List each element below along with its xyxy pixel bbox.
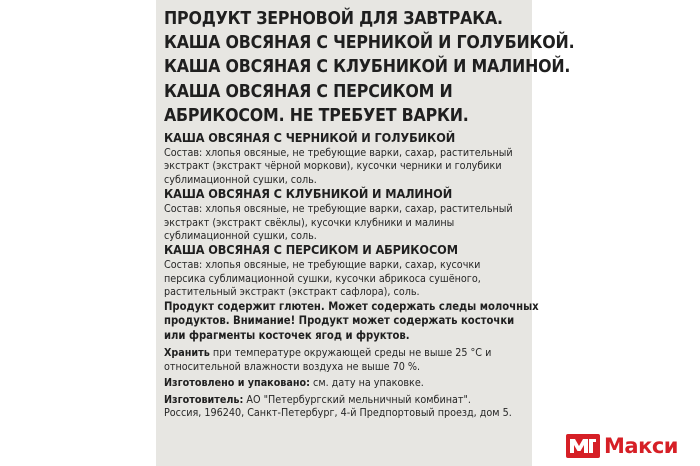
label-content	[164, 7, 575, 420]
product-label	[156, 0, 575, 466]
manufacturer-line	[164, 393, 528, 406]
storage-line	[164, 346, 528, 359]
ingredients-line: экстракт (экстракт свёклы), кусочки клубники и малины	[164, 215, 455, 229]
section-title-blueberry: КАША ОВСЯНАЯ С ЧЕРНИКОЙ И ГОЛУБИКОЙ	[164, 130, 456, 146]
section-ingredients-blueberry	[164, 146, 528, 186]
ingredients-line: персика сублимационной сушки, кусочки абрикоса сушёного,	[164, 271, 481, 285]
manufacturer-info	[164, 393, 528, 420]
allergen-warning	[164, 299, 539, 344]
manufacturer-name: АО "Петербургский мельничный комбинат".	[243, 392, 471, 406]
warning-line: или фрагменты косточек ягод и фруктов.	[164, 328, 410, 342]
ingredients-line: Состав: хлопья овсяные, не требующие варки, сахар, растительный	[164, 202, 513, 216]
ingredients-line: Состав: хлопья овсяные, не требующие варки, сахар, кусочки	[164, 258, 481, 272]
headline-line: ПРОДУКТ ЗЕРНОВОЙ ДЛЯ ЗАВТРАКА.	[164, 9, 503, 29]
manufacturer-address: Россия, 196240, Санкт-Петербург, 4-й Предпортовый проезд, дом 5.	[164, 406, 512, 420]
ingredients-line: сублимационной сушки, соль.	[164, 172, 317, 186]
maxi-logo	[566, 431, 696, 461]
made-label: Изготовлено и упаковано:	[164, 376, 310, 390]
manufacturer-label: Изготовитель:	[164, 392, 244, 406]
storage-conditions	[164, 346, 528, 373]
section-title-peach: КАША ОВСЯНАЯ С ПЕРСИКОМ И АБРИКОСОМ	[164, 242, 458, 258]
product-headline	[164, 7, 575, 128]
headline-line: КАША ОВСЯНАЯ С КЛУБНИКОЙ И МАЛИНОЙ.	[164, 57, 571, 78]
made-text: см. дату на упаковке.	[309, 376, 424, 390]
warning-line: продуктов. Внимание! Продукт может содержать косточки	[164, 314, 515, 328]
storage-text: при температуре окружающей среды не выше 25 °С и	[209, 346, 492, 360]
maxi-logo-icon	[566, 434, 600, 458]
section-title-strawberry: КАША ОВСЯНАЯ С КЛУБНИКОЙ И МАЛИНОЙ	[164, 186, 453, 202]
headline-line: КАША ОВСЯНАЯ С ПЕРСИКОМ И	[164, 81, 453, 102]
headline-line: АБРИКОСОМ. НЕ ТРЕБУЕТ ВАРКИ.	[164, 105, 469, 126]
storage-line: относительной влажности воздуха не выше 70 %.	[164, 359, 421, 373]
headline-line: КАША ОВСЯНАЯ С ЧЕРНИКОЙ И ГОЛУБИКОЙ.	[164, 33, 575, 54]
ingredients-line: экстракт (экстракт чёрной моркови), кусочки черники и голубики	[164, 159, 502, 173]
section-ingredients-peach	[164, 258, 528, 298]
ingredients-line: растительный экстракт (экстракт сафлора), соль.	[164, 285, 420, 299]
production-date-note	[164, 376, 528, 389]
ingredients-line: сублимационной сушки, соль.	[164, 229, 317, 243]
section-ingredients-strawberry	[164, 202, 528, 242]
ingredients-line: Состав: хлопья овсяные, не требующие варки, сахар, растительный	[164, 146, 513, 160]
storage-label: Хранить	[164, 346, 210, 360]
maxi-logo-text: Макси	[604, 434, 678, 458]
warning-line: Продукт содержит глютен. Может содержать следы молочных	[164, 299, 539, 313]
